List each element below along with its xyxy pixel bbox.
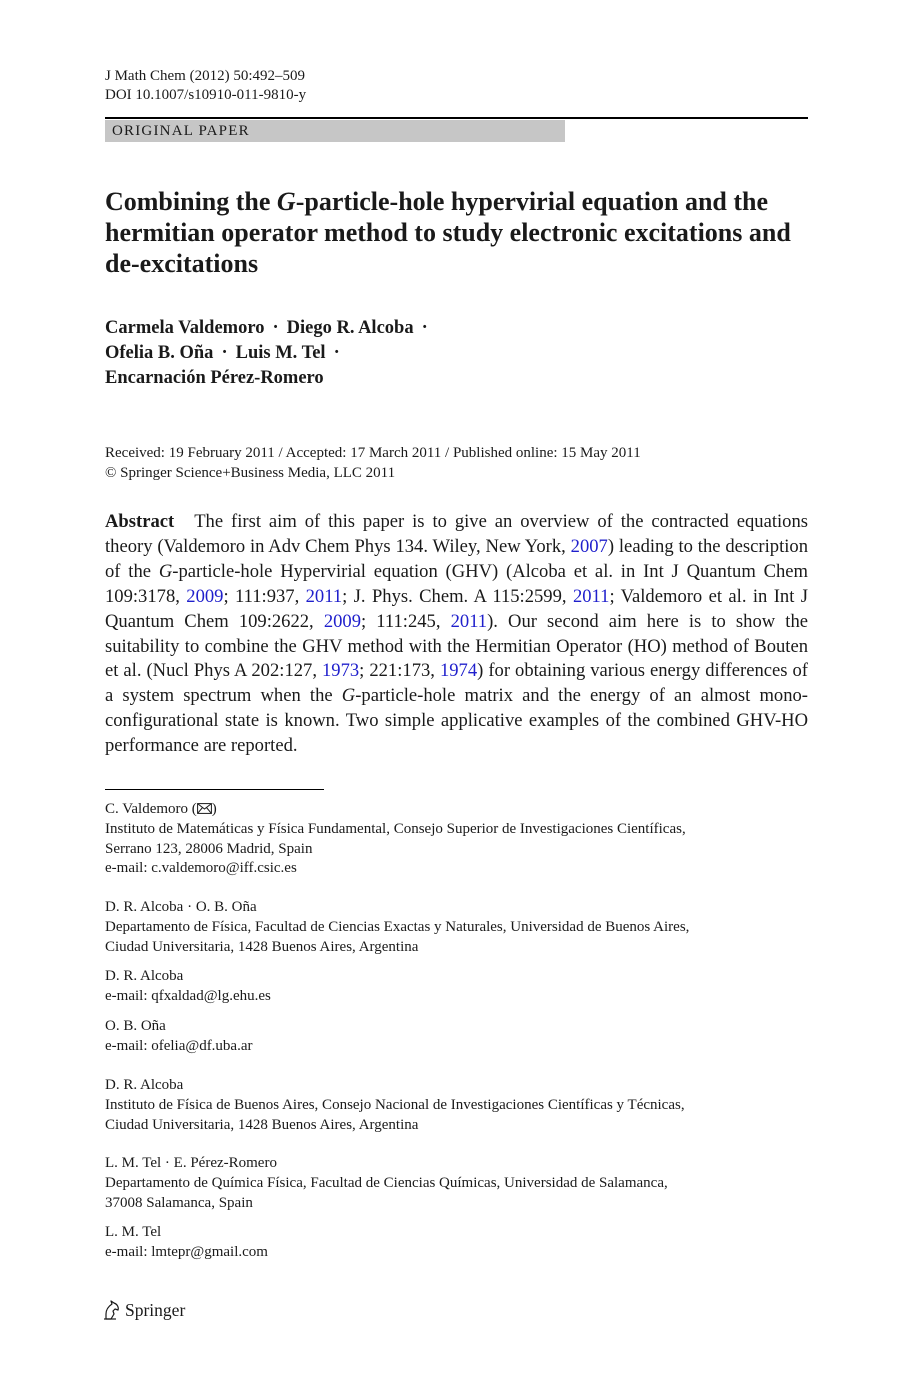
affiliation-line: Ciudad Universitaria, 1428 Buenos Aires, Argentina — [105, 938, 419, 955]
article-type-label: ORIGINAL PAPER — [112, 123, 250, 139]
reference-link[interactable]: 2007 — [570, 535, 608, 557]
reference-link[interactable]: 2009 — [186, 585, 224, 607]
affiliation-block — [105, 898, 825, 957]
affiliation-line: Departamento de Física, Facultad de Ciencias Exactas y Naturales, Universidad de Buenos Aires, — [105, 918, 690, 935]
author-list: Carmela Valdemoro · Diego R. Alcoba · Ofelia B. Oña · Luis M. Tel · Encarnación Pérez-Romero — [105, 318, 428, 388]
email-line[interactable]: e-mail: lmtepr@gmail.com — [105, 1243, 268, 1260]
springer-horse-icon — [103, 1300, 121, 1320]
affiliation-line: 37008 Salamanca, Spain — [105, 1194, 253, 1211]
abstract: Abstract The first aim of this paper is to give an overview of the contracted equations theory (Valdemoro in Adv Chem Phys 134. Wiley, New York, 2007) leading to the description of the G-particle-hole Hypervirial equation (GHV) (Alcoba et al. in Int J Quantum Chem 109:3178, 2009; 111:937, 2011; J. Phys. Chem. A 115:2599, 2011; Valdemoro et al. in Int J Quantum Chem 109:2622, 2009; 111:245, 2011). Our second aim here is to show the suitability to combine the GHV method with the Hermitian Operator (HO) method of Bouten et al. (Nucl Phys A 202:127, 1973; 221:173, 1974) for obtaining various energy differences of a system spectrum when the G-particle-hole matrix and the energy of an almost mono-configurational state is known. Two simple applicative examples of the combined GHV-HO performance are reported. — [105, 511, 808, 757]
abstract-heading: Abstract — [105, 511, 175, 532]
affiliation-author: L. M. Tel · E. Pérez-Romero — [105, 1155, 277, 1171]
reference-link[interactable]: 2009 — [323, 610, 361, 632]
journal-doi: DOI 10.1007/s10910-011-9810-y — [105, 87, 307, 103]
author-name: Encarnación Pérez-Romero — [105, 368, 324, 388]
envelope-icon — [197, 803, 212, 814]
affiliation-line: Serrano 123, 28006 Madrid, Spain — [105, 840, 313, 857]
copyright-line: © Springer Science+Business Media, LLC 2011 — [105, 465, 396, 481]
email-line[interactable]: e-mail: qfxaldad@lg.ehu.es — [105, 987, 271, 1004]
affiliation-block — [105, 1223, 825, 1263]
journal-citation: J Math Chem (2012) 50:492–509 — [105, 68, 305, 84]
reference-link[interactable]: 1974 — [439, 660, 478, 682]
affiliation-line: Ciudad Universitaria, 1428 Buenos Aires, Argentina — [105, 1116, 419, 1133]
journal-header — [105, 67, 306, 105]
affiliation-author: D. R. Alcoba · O. B. Oña — [105, 899, 257, 915]
received-accepted-line: Received: 19 February 2011 / Accepted: 17 March 2011 / Published online: 15 May 2011 — [105, 445, 641, 461]
affiliation-block — [105, 1154, 825, 1213]
affiliation-line: Instituto de Física de Buenos Aires, Consejo Nacional de Investigaciones Científicas y Técnicas, — [105, 1096, 685, 1113]
affiliation-author: L. M. Tel — [105, 1224, 162, 1240]
email-line[interactable]: e-mail: c.valdemoro@iff.csic.es — [105, 860, 297, 877]
affiliation-author: O. B. Oña — [105, 1018, 166, 1034]
affiliation-line: Instituto de Matemáticas y Física Fundamental, Consejo Superior de Investigaciones Científicas, — [105, 820, 686, 837]
email-line[interactable]: e-mail: ofelia@df.uba.ar — [105, 1037, 253, 1054]
affiliation-block — [105, 1017, 825, 1057]
affiliation-author: C. Valdemoro ( — [105, 801, 197, 817]
author-name: Diego R. Alcoba — [286, 318, 414, 338]
affiliation-block: C. Valdemoro ( ) Instituto de Matemáticas y Física Fundamental, Consejo Superior de Investigaciones Científicas, Serrano 123, 28006 Madrid, Spain e-mail: c.valdemoro@iff.csic.es — [105, 800, 825, 879]
affiliation-block — [105, 967, 825, 1007]
affiliation-author: D. R. Alcoba — [105, 968, 184, 984]
author-name: Ofelia B. Oña — [105, 343, 214, 363]
affiliation-line: Departamento de Química Física, Facultad de Ciencias Químicas, Universidad de Salamanca, — [105, 1174, 668, 1191]
publisher-footer — [103, 1299, 185, 1321]
affiliation-author: D. R. Alcoba — [105, 1077, 184, 1093]
reference-link[interactable]: 1973 — [321, 660, 360, 682]
publication-dates — [105, 443, 641, 483]
reference-link[interactable]: 2011 — [572, 585, 610, 607]
footnote-rule — [105, 789, 324, 790]
author-name: Luis M. Tel — [235, 343, 326, 363]
affiliation-block — [105, 1076, 825, 1135]
paper-title: Combining the G-particle-hole hypervirial equation and the hermitian operator method to study electronic excitations and de-excitations — [105, 187, 791, 278]
publisher-name: Springer — [125, 1300, 186, 1320]
header-rule — [105, 117, 808, 119]
author-name: Carmela Valdemoro — [105, 318, 265, 338]
reference-link[interactable]: 2011 — [305, 585, 343, 607]
reference-link[interactable]: 2011 — [450, 610, 488, 632]
